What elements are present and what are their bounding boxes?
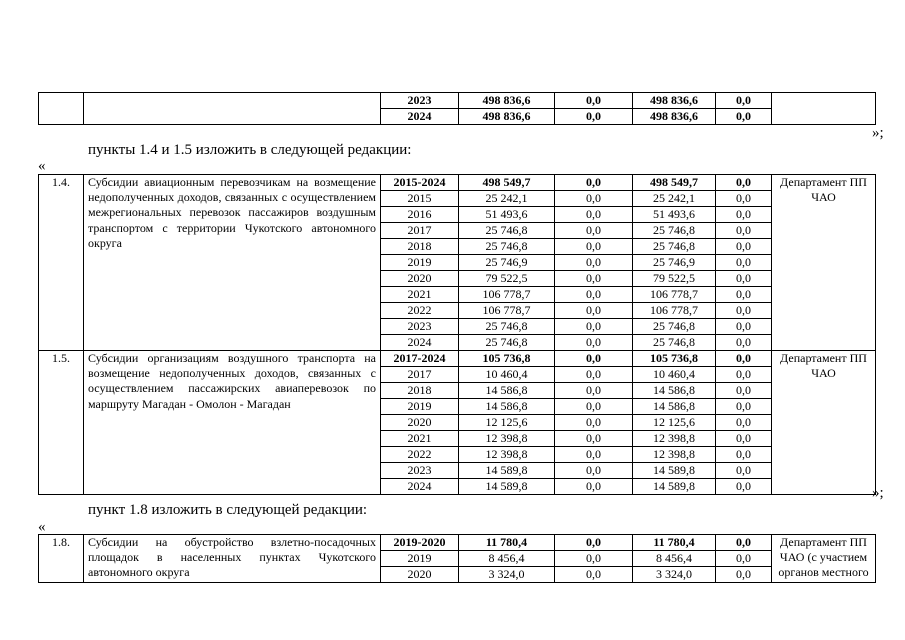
total-cell: 14 589,8 [459, 463, 555, 479]
executor-cell [772, 93, 876, 125]
other-sources-cell: 0,0 [716, 335, 772, 351]
table-row [39, 93, 876, 109]
paragraph-item-1-8: пункт 1.8 изложить в следующей редакции: [88, 502, 368, 518]
okrug-budget-cell: 14 589,8 [633, 463, 716, 479]
item-number-cell: 1.4. [39, 175, 84, 351]
opening-quote-2: « [38, 519, 46, 535]
other-sources-cell: 0,0 [716, 463, 772, 479]
year-cell: 2023 [381, 93, 459, 109]
okrug-budget-cell: 3 324,0 [633, 567, 716, 583]
year-cell: 2017 [381, 367, 459, 383]
top-table-fragment [38, 92, 876, 125]
other-sources-cell: 0,0 [716, 175, 772, 191]
federal-budget-cell: 0,0 [555, 447, 633, 463]
federal-budget-cell: 0,0 [555, 303, 633, 319]
other-sources-cell: 0,0 [716, 271, 772, 287]
year-cell: 2024 [381, 335, 459, 351]
other-sources-cell: 0,0 [716, 367, 772, 383]
program-items-table [38, 174, 876, 495]
other-sources-cell: 0,0 [716, 431, 772, 447]
total-cell: 498 549,7 [459, 175, 555, 191]
federal-budget-cell: 0,0 [555, 255, 633, 271]
total-cell: 14 589,8 [459, 479, 555, 495]
okrug-budget-cell: 25 746,8 [633, 335, 716, 351]
federal-budget-cell: 0,0 [555, 383, 633, 399]
table-row [39, 175, 876, 191]
okrug-budget-cell: 14 586,8 [633, 383, 716, 399]
other-sources-cell: 0,0 [716, 535, 772, 551]
total-cell: 106 778,7 [459, 303, 555, 319]
federal-budget-cell: 0,0 [555, 175, 633, 191]
okrug-budget-cell: 11 780,4 [633, 535, 716, 551]
federal-budget-cell: 0,0 [555, 367, 633, 383]
year-cell: 2019 [381, 399, 459, 415]
federal-budget-cell: 0,0 [555, 399, 633, 415]
closing-quote: »; [872, 125, 884, 141]
okrug-budget-cell: 8 456,4 [633, 551, 716, 567]
total-cell: 498 836,6 [459, 93, 555, 109]
paragraph-items-1-4-1-5: пункты 1.4 и 1.5 изложить в следующей редакции: [88, 142, 412, 158]
other-sources-cell: 0,0 [716, 351, 772, 367]
federal-budget-cell: 0,0 [555, 287, 633, 303]
total-cell: 25 746,8 [459, 319, 555, 335]
federal-budget-cell: 0,0 [555, 479, 633, 495]
total-cell: 79 522,5 [459, 271, 555, 287]
other-sources-cell: 0,0 [716, 255, 772, 271]
year-cell: 2015 [381, 191, 459, 207]
other-sources-cell: 0,0 [716, 223, 772, 239]
other-sources-cell: 0,0 [716, 447, 772, 463]
other-sources-cell: 0,0 [716, 383, 772, 399]
okrug-budget-cell: 10 460,4 [633, 367, 716, 383]
okrug-budget-cell: 14 586,8 [633, 399, 716, 415]
total-cell: 12 398,8 [459, 431, 555, 447]
total-cell: 3 324,0 [459, 567, 555, 583]
federal-budget-cell: 0,0 [555, 109, 633, 125]
okrug-budget-cell: 51 493,6 [633, 207, 716, 223]
okrug-budget-cell: 25 746,8 [633, 319, 716, 335]
other-sources-cell: 0,0 [716, 207, 772, 223]
other-sources-cell: 0,0 [716, 415, 772, 431]
total-cell: 14 586,8 [459, 383, 555, 399]
other-sources-cell: 0,0 [716, 191, 772, 207]
opening-quote: « [38, 158, 46, 174]
executor-cell: Департамент ПП ЧАО (с участием органов местного [772, 535, 876, 583]
closing-quote-2: »; [872, 485, 884, 501]
federal-budget-cell: 0,0 [555, 335, 633, 351]
other-sources-cell: 0,0 [716, 239, 772, 255]
year-cell: 2018 [381, 383, 459, 399]
okrug-budget-cell: 25 746,8 [633, 239, 716, 255]
okrug-budget-cell: 25 242,1 [633, 191, 716, 207]
federal-budget-cell: 0,0 [555, 207, 633, 223]
year-cell: 2021 [381, 431, 459, 447]
table-row [39, 535, 876, 551]
year-cell: 2020 [381, 271, 459, 287]
total-cell: 11 780,4 [459, 535, 555, 551]
year-cell: 2019-2020 [381, 535, 459, 551]
item-number-cell: 1.5. [39, 351, 84, 495]
okrug-budget-cell: 106 778,7 [633, 303, 716, 319]
okrug-budget-cell: 14 589,8 [633, 479, 716, 495]
year-cell: 2018 [381, 239, 459, 255]
federal-budget-cell: 0,0 [555, 431, 633, 447]
other-sources-cell: 0,0 [716, 303, 772, 319]
federal-budget-cell: 0,0 [555, 463, 633, 479]
year-cell: 2021 [381, 287, 459, 303]
item-description-cell: Субсидии авиационным перевозчикам на возмещение недополученных доходов, связанных с осуществлением межрегиональных перевозок пассажиров воздушным транспортом с территории Чукотского автономного округа [84, 175, 381, 351]
federal-budget-cell: 0,0 [555, 551, 633, 567]
year-cell: 2020 [381, 567, 459, 583]
okrug-budget-cell: 79 522,5 [633, 271, 716, 287]
year-cell: 2024 [381, 109, 459, 125]
total-cell: 51 493,6 [459, 207, 555, 223]
total-cell: 106 778,7 [459, 287, 555, 303]
okrug-budget-cell: 12 398,8 [633, 431, 716, 447]
total-cell: 25 242,1 [459, 191, 555, 207]
table-row [39, 351, 876, 367]
executor-cell: Департамент ПП ЧАО [772, 351, 876, 495]
federal-budget-cell: 0,0 [555, 415, 633, 431]
year-cell: 2016 [381, 207, 459, 223]
year-cell: 2023 [381, 463, 459, 479]
total-cell: 105 736,8 [459, 351, 555, 367]
federal-budget-cell: 0,0 [555, 93, 633, 109]
total-cell: 12 398,8 [459, 447, 555, 463]
total-cell: 25 746,8 [459, 239, 555, 255]
okrug-budget-cell: 25 746,9 [633, 255, 716, 271]
total-cell: 8 456,4 [459, 551, 555, 567]
year-cell: 2022 [381, 303, 459, 319]
total-cell: 10 460,4 [459, 367, 555, 383]
year-cell: 2020 [381, 415, 459, 431]
number-cell [39, 93, 84, 125]
federal-budget-cell: 0,0 [555, 351, 633, 367]
okrug-budget-cell: 498 836,6 [633, 109, 716, 125]
okrug-budget-cell: 12 398,8 [633, 447, 716, 463]
year-cell: 2017-2024 [381, 351, 459, 367]
other-sources-cell: 0,0 [716, 399, 772, 415]
item-description-cell: Субсидии на обустройство взлетно-посадочных площадок в населенных пунктах Чукотского автономного округа [84, 535, 381, 583]
okrug-budget-cell: 105 736,8 [633, 351, 716, 367]
okrug-budget-cell: 106 778,7 [633, 287, 716, 303]
year-cell: 2024 [381, 479, 459, 495]
okrug-budget-cell: 12 125,6 [633, 415, 716, 431]
other-sources-cell: 0,0 [716, 109, 772, 125]
okrug-budget-cell: 498 549,7 [633, 175, 716, 191]
year-cell: 2023 [381, 319, 459, 335]
item-number-cell: 1.8. [39, 535, 84, 583]
other-sources-cell: 0,0 [716, 479, 772, 495]
other-sources-cell: 0,0 [716, 93, 772, 109]
other-sources-cell: 0,0 [716, 287, 772, 303]
federal-budget-cell: 0,0 [555, 191, 633, 207]
other-sources-cell: 0,0 [716, 567, 772, 583]
executor-cell: Департамент ПП ЧАО [772, 175, 876, 351]
total-cell: 25 746,8 [459, 223, 555, 239]
total-cell: 14 586,8 [459, 399, 555, 415]
total-cell: 25 746,8 [459, 335, 555, 351]
total-cell: 25 746,9 [459, 255, 555, 271]
federal-budget-cell: 0,0 [555, 567, 633, 583]
federal-budget-cell: 0,0 [555, 535, 633, 551]
item-1-8-table [38, 534, 876, 583]
year-cell: 2019 [381, 551, 459, 567]
year-cell: 2019 [381, 255, 459, 271]
year-cell: 2015-2024 [381, 175, 459, 191]
year-cell: 2017 [381, 223, 459, 239]
federal-budget-cell: 0,0 [555, 239, 633, 255]
other-sources-cell: 0,0 [716, 551, 772, 567]
okrug-budget-cell: 25 746,8 [633, 223, 716, 239]
other-sources-cell: 0,0 [716, 319, 772, 335]
total-cell: 498 836,6 [459, 109, 555, 125]
description-cell [84, 93, 381, 125]
federal-budget-cell: 0,0 [555, 319, 633, 335]
federal-budget-cell: 0,0 [555, 271, 633, 287]
total-cell: 12 125,6 [459, 415, 555, 431]
year-cell: 2022 [381, 447, 459, 463]
federal-budget-cell: 0,0 [555, 223, 633, 239]
item-description-cell: Субсидии организациям воздушного транспорта на возмещение недополученных доходов, связанных с осуществлением пассажирских авиаперевозок по маршруту Магадан - Омолон - Магадан [84, 351, 381, 495]
okrug-budget-cell: 498 836,6 [633, 93, 716, 109]
